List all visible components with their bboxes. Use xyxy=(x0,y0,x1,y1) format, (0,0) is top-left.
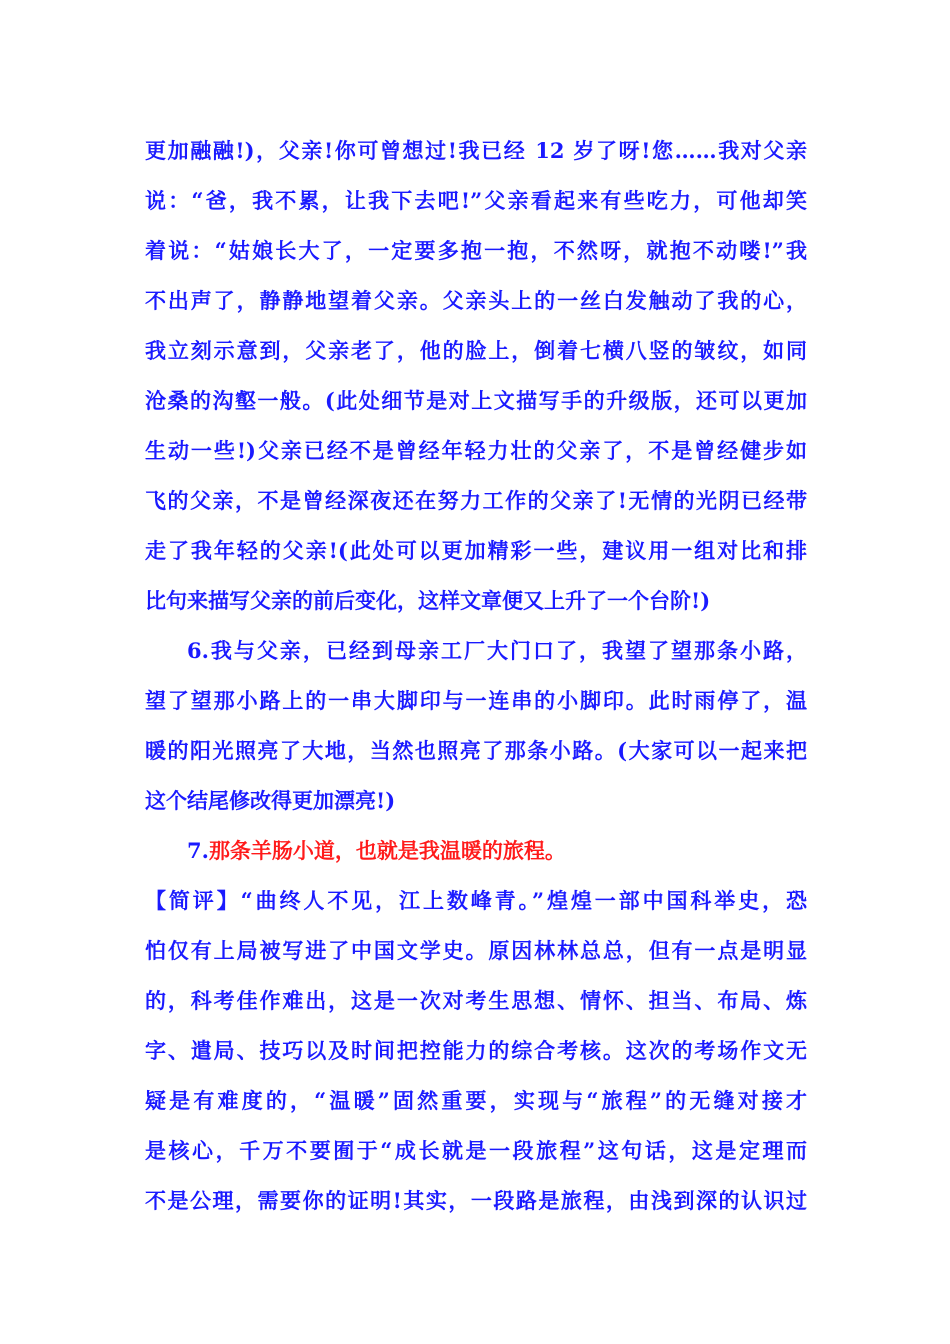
text-line: 暖的阳光照亮了大地，当然也照亮了那条小路。(大家可以一起来把 xyxy=(145,738,807,763)
text-line: 沧桑的沟壑一般。(此处细节是对上文描写手的升级版，还可以更加 xyxy=(145,388,807,413)
text-line: 的，科考佳作难出，这是一次对考生思想、情怀、担当、布局、炼 xyxy=(145,988,807,1013)
review-start: 【简评】“曲终人不见，江上数峰青。”煌煌一部中国科举史，恐 xyxy=(145,888,807,913)
text-line: 生动一些!)父亲已经不是曾经年轻力壮的父亲了，不是曾经健步如 xyxy=(145,438,807,463)
text-line: 望了望那小路上的一串大脚印与一连串的小脚印。此时雨停了，温 xyxy=(145,688,807,713)
text-line: 不是公理，需要你的证明!其实，一段路是旅程，由浅到深的认识过 xyxy=(145,1188,807,1213)
text-line: 说：“爸，我不累，让我下去吧!”父亲看起来有些吃力，可他却笑 xyxy=(145,188,807,213)
text-line: 比句来描写父亲的前后变化，这样文章便又上升了一个台阶!) xyxy=(145,588,711,613)
text-line: 更加融融!)，父亲!你可曾想过!我已经 12 岁了呀!您……我对父亲 xyxy=(145,138,807,163)
item-7-number: 7. xyxy=(187,838,209,863)
text-line: 飞的父亲，不是曾经深夜还在努力工作的父亲了!无情的光阴已经带 xyxy=(145,488,807,513)
document-page xyxy=(145,126,807,1226)
text-line: 疑是有难度的，“温暖”固然重要，实现与“旅程”的无缝对接才 xyxy=(145,1088,807,1113)
text-line: 是核心，千万不要囿于“成长就是一段旅程”这句话，这是定理而 xyxy=(145,1138,807,1163)
text-line: 怕仅有上局被写进了中国文学史。原因林林总总，但有一点是明显 xyxy=(145,938,807,963)
text-line: 不出声了，静静地望着父亲。父亲头上的一丝白发触动了我的心， xyxy=(145,288,807,313)
paragraph-7 xyxy=(145,826,807,876)
item-7-highlight: 那条羊肠小道，也就是我温暖的旅程。 xyxy=(208,838,566,863)
text-line: 字、遣局、技巧以及时间把控能力的综合考核。这次的考场作文无 xyxy=(145,1038,807,1063)
text-line: 这个结尾修改得更加漂亮!) xyxy=(145,788,396,813)
text-line: 走了我年轻的父亲!(此处可以更加精彩一些，建议用一组对比和排 xyxy=(145,538,807,563)
text-line: 我立刻示意到，父亲老了，他的脸上，倒着七横八竖的皱纹，如同 xyxy=(145,338,807,363)
paragraph-6-start: 6.我与父亲，已经到母亲工厂大门口了，我望了望那条小路， xyxy=(187,638,807,663)
text-line: 着说：“姑娘长大了，一定要多抱一抱，不然呀，就抱不动喽!”我 xyxy=(145,238,807,263)
